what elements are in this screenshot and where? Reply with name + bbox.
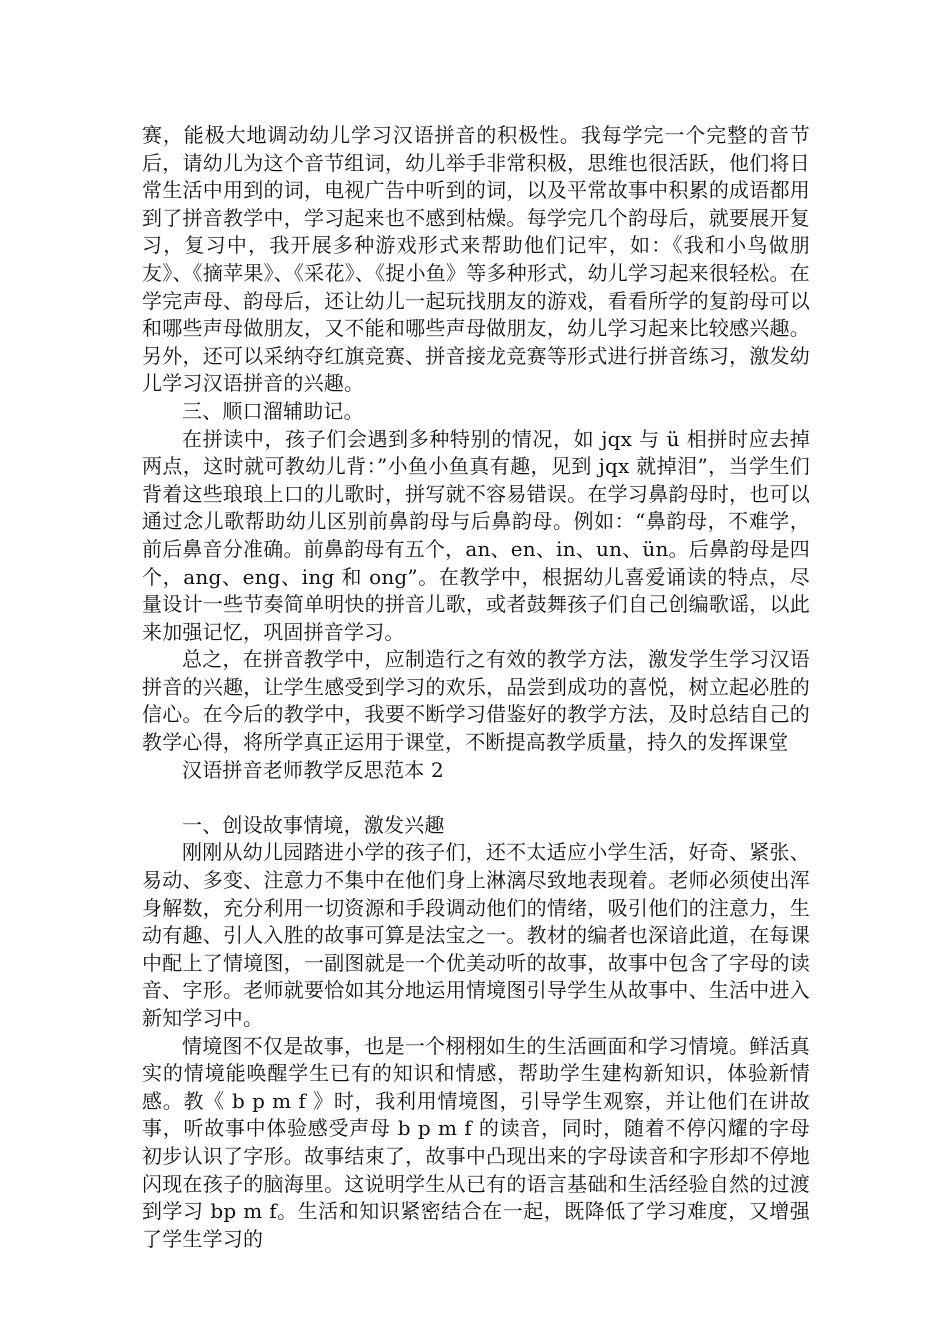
paragraph-3: 总之，在拼音教学中，应制造行之有效的教学方法，激发学生学习汉语拼音的兴趣，让学生感受到学习的欢乐，品尝到成功的喜悦，树立起必胜的信心。在今后的教学中，我要不断学习借鉴好的教学方法，及时总结自己的教学心得，将所学真正运用于课堂，不断提高教学质量，持久的发挥课堂 xyxy=(142,647,810,755)
paragraph-2: 在拼读中，孩子们会遇到多种特别的情况，如 jqx 与 ü 相拼时应去掉两点，这时就可教幼儿背：”小鱼小鱼真有趣，见到 jqx 就掉泪”，当学生们背着这些琅琅上口的儿歌时，拼写就不容易错误。在学习鼻韵母时，也可以通过念儿歌帮助幼儿区别前鼻韵母与后鼻韵母。例如：“鼻韵母，不难学，前后鼻音分准确。前鼻韵母有五个，an、en、in、un、ün。后鼻韵母是四个，ang、eng、ing 和 ong”。在教学中，根据幼儿喜爱诵读的特点，尽量设计一些节奏简单明快的拼音儿歌，或者鼓舞孩子们自己创编歌谣，以此来加强记忆，巩固拼音学习。 xyxy=(142,426,810,644)
document-page xyxy=(142,122,810,1253)
section-heading-1: 一、创设故事情境，激发兴趣 xyxy=(182,812,445,837)
section-heading-3: 三、顺口溜辅助记。 xyxy=(182,398,364,423)
paragraph-1: 赛，能极大地调动幼儿学习汉语拼音的积极性。我每学完一个完整的音节后，请幼儿为这个音节组词，幼儿举手非常积极，思维也很活跃，他们将日常生活中用到的词，电视广告中听到的词，以及平常故事中积累的成语都用到了拼音教学中，学习起来也不感到枯燥。每学完几个韵母后，就要展开复习，复习中，我开展多种游戏形式来帮助他们记牢，如：《我和小鸟做朋友》、《摘苹果》、《采花》、《捉小鱼》等多种形式，幼儿学习起来很轻松。在学完声母、韵母后，还让幼儿一起玩找朋友的游戏，看看所学的复韵母可以和哪些声母做朋友，又不能和哪些声母做朋友，幼儿学习起来比较感兴趣。另外，还可以采纳夺红旗竞赛、拼音接龙竞赛等形式进行拼音练习，激发幼儿学习汉语拼音的兴趣。 xyxy=(142,123,810,396)
blank-line xyxy=(142,784,810,812)
paragraph-5: 情境图不仅是故事，也是一个栩栩如生的生活画面和学习情境。鲜活真实的情境能唤醒学生已有的知识和情感，帮助学生建构新知识，体验新情感。教《 b p m f 》时，我利用情境图，引导学生观察，并让他们在讲故事，听故事中体验感受声母 b p m f 的读音，同时，随着不停闪耀的字母初步认识了字形。故事结束了，故事中凸现出来的字母读音和字形却不停地闪现在孩子的脑海里。这说明学生从已有的语言基础和生活经验自然的过渡到学习 bp m f。生活和知识紧密结合在一起，既降低了学习难度，又增强了学生学习的 xyxy=(142,1033,810,1251)
document-subtitle: 汉语拼音老师教学反思范本 2 xyxy=(182,757,444,782)
paragraph-4: 刚刚从幼儿园踏进小学的孩子们，还不太适应小学生活，好奇、紧张、易动、多变、注意力不集中在他们身上淋漓尽致地表现着。老师必须使出浑身解数，充分利用一切资源和手段调动他们的情绪，吸引他们的注意力，生动有趣、引人入胜的故事可算是法宝之一。教材的编者也深谙此道，在每课中配上了情境图，一副图就是一个优美动听的故事，故事中包含了字母的读音、字形。老师就要恰如其分地运用情境图引导学生从故事中、生活中进入新知学习中。 xyxy=(142,840,810,1030)
